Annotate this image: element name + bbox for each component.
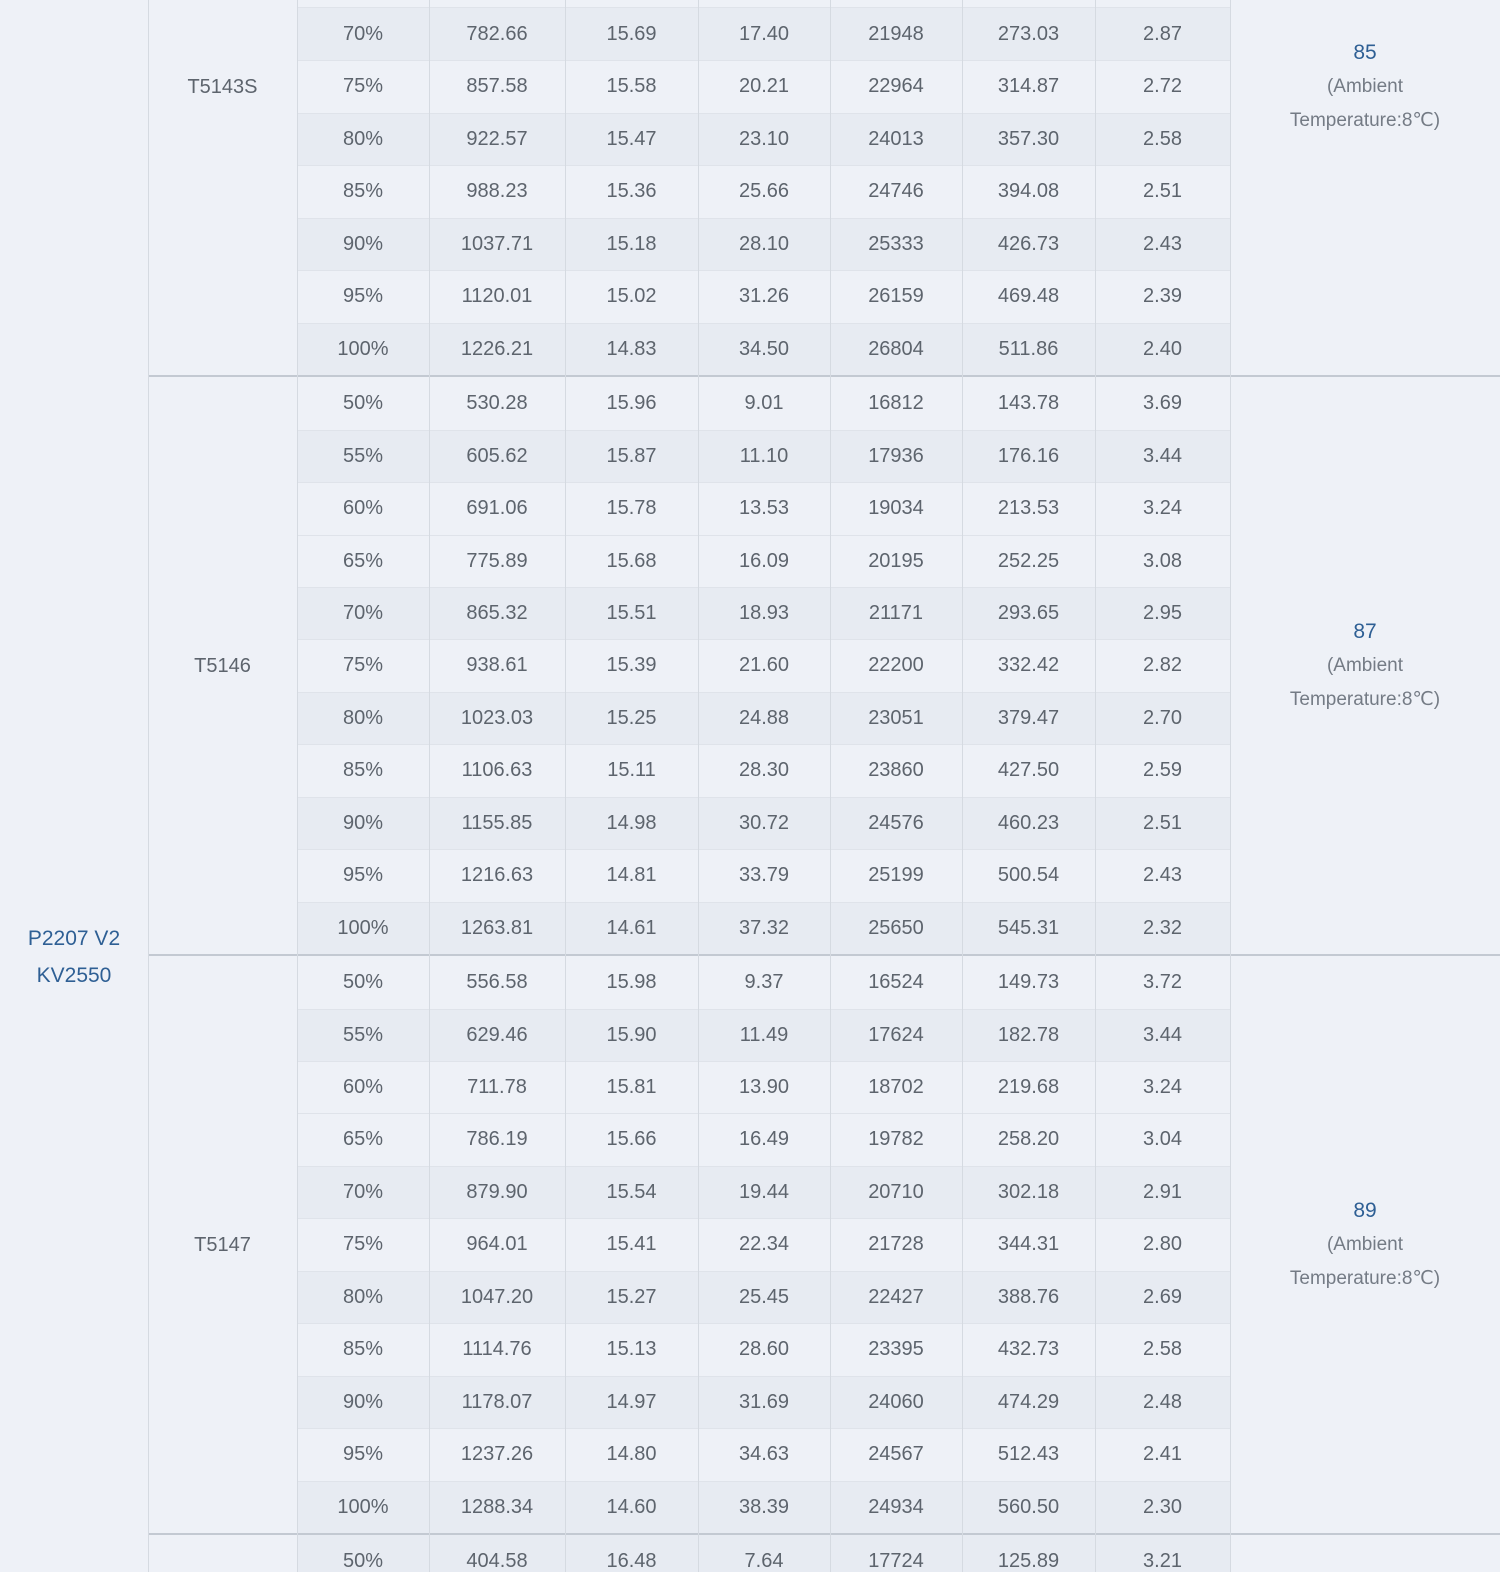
divider <box>565 0 566 1572</box>
cell: 252.25 <box>997 549 1060 572</box>
cell: 500.54 <box>997 864 1060 887</box>
cell: 85% <box>342 759 384 782</box>
cell: 55% <box>342 1023 384 1046</box>
cell: 711.78 <box>467 1076 527 1098</box>
cell: 2.43 <box>1143 232 1182 255</box>
cell: 2.40 <box>1143 337 1182 360</box>
cell: 3.21 <box>1143 1550 1182 1572</box>
cell: 2.43 <box>1143 864 1182 887</box>
cell: 24060 <box>868 1390 924 1413</box>
cell: 28.30 <box>738 759 790 782</box>
motor-label <box>0 920 148 994</box>
divider <box>1095 0 1096 1572</box>
cell: 90% <box>342 811 384 834</box>
cell: 25333 <box>868 232 924 255</box>
cell: 21728 <box>868 1233 924 1256</box>
cell: 273.03 <box>997 23 1060 45</box>
temperature-note-line1: (Ambient <box>1326 75 1404 97</box>
cell: 100% <box>337 916 389 939</box>
cell: 782.66 <box>466 23 528 45</box>
cell: 213.53 <box>997 497 1060 520</box>
temperature-note-line2: Temperature:8℃) <box>1289 109 1441 131</box>
cell: 474.29 <box>997 1390 1060 1413</box>
cell: 23.10 <box>738 127 790 150</box>
cell: 3.44 <box>1143 444 1182 467</box>
cell: 2.72 <box>1143 75 1182 98</box>
cell: 2.69 <box>1143 1285 1182 1308</box>
cell: 31.69 <box>738 1390 790 1413</box>
cell: 19034 <box>868 497 924 520</box>
cell: 9.37 <box>744 971 784 994</box>
temperature-value: 85 <box>1353 40 1377 64</box>
cell: 70% <box>342 23 384 45</box>
cell: 65% <box>342 549 384 572</box>
cell: 80% <box>342 127 384 150</box>
cell: 2.51 <box>1143 811 1182 834</box>
cell: 2.87 <box>1143 23 1182 45</box>
cell: 13.53 <box>738 497 790 520</box>
cell: 302.18 <box>997 1180 1060 1203</box>
cell: 70% <box>342 1180 384 1203</box>
cell: 922.57 <box>466 127 528 150</box>
cell: 1155.85 <box>461 811 533 834</box>
cell: 143.78 <box>997 392 1060 415</box>
cell: 556.58 <box>466 971 528 994</box>
temperature-cell <box>1230 1194 1500 1296</box>
cell: 1263.81 <box>460 916 534 939</box>
cell: 20195 <box>868 549 924 572</box>
cell: 17.40 <box>738 23 790 45</box>
cell: 25.45 <box>738 1285 790 1308</box>
cell: 3.44 <box>1143 1023 1182 1046</box>
divider <box>297 0 298 1572</box>
cell: 22964 <box>868 75 924 98</box>
cell: 21.60 <box>738 654 790 677</box>
cell: 90% <box>342 232 384 255</box>
cell: 1047.20 <box>460 1285 534 1308</box>
cell: 964.01 <box>466 1233 528 1256</box>
cell: 7.64 <box>744 1550 784 1572</box>
cell: 11.10 <box>739 444 789 467</box>
cell: 2.32 <box>1143 916 1182 939</box>
cell: 2.91 <box>1143 1180 1182 1203</box>
cell: 95% <box>342 285 384 308</box>
cell: 16524 <box>868 971 924 994</box>
cell: 11.49 <box>739 1023 789 1046</box>
cell: 24013 <box>868 127 924 150</box>
cell: 3.69 <box>1143 392 1182 415</box>
cell: 14.80 <box>606 1443 657 1466</box>
cell: 80% <box>342 706 384 729</box>
cell: 15.18 <box>606 232 657 255</box>
cell: 2.58 <box>1143 127 1182 150</box>
cell: 15.69 <box>606 23 657 45</box>
cell: 14.97 <box>606 1390 657 1413</box>
cell: 938.61 <box>466 654 528 677</box>
cell: 19.44 <box>738 1180 790 1203</box>
cell: 15.36 <box>606 180 657 203</box>
cell: 1106.63 <box>461 759 533 782</box>
motor-label-line2: KV2550 <box>36 964 112 987</box>
cell: 512.43 <box>997 1443 1060 1466</box>
cell: 1037.71 <box>460 232 534 255</box>
cell: 15.02 <box>606 285 657 308</box>
cell: 394.08 <box>997 180 1060 203</box>
cell: 95% <box>342 864 384 887</box>
cell: 545.31 <box>997 916 1060 939</box>
cell: 31.26 <box>738 285 790 308</box>
cell: 19782 <box>868 1128 924 1151</box>
cell: 85% <box>342 1338 384 1361</box>
cell: 786.19 <box>466 1128 528 1151</box>
cell: 15.25 <box>606 706 657 729</box>
cell: 16.48 <box>606 1550 657 1572</box>
cell: 30.72 <box>738 811 790 834</box>
cell: 100% <box>337 337 389 360</box>
cell: 691.06 <box>466 497 528 520</box>
cell: 460.23 <box>997 811 1060 834</box>
cell: 1237.26 <box>460 1443 534 1466</box>
cell: 16.09 <box>738 549 790 572</box>
cell: 15.81 <box>606 1076 657 1098</box>
temperature-note-line1: (Ambient <box>1326 654 1404 676</box>
cell: 629.46 <box>466 1023 528 1046</box>
cell: 865.32 <box>466 601 528 624</box>
cell: 34.50 <box>738 337 790 360</box>
cell: 17724 <box>868 1550 924 1572</box>
cell: 24576 <box>868 811 924 834</box>
cell: 2.95 <box>1143 601 1182 624</box>
cell: 2.41 <box>1143 1443 1182 1466</box>
cell: 857.58 <box>466 75 528 98</box>
cell: 14.61 <box>606 916 657 939</box>
propeller-label: T5146 <box>194 654 251 677</box>
cell: 357.30 <box>997 127 1060 150</box>
cell: 60% <box>342 497 384 520</box>
cell: 125.89 <box>997 1550 1060 1572</box>
cell: 23051 <box>868 706 924 729</box>
cell: 65% <box>342 1128 384 1151</box>
cell: 21948 <box>868 23 924 45</box>
cell: 332.42 <box>997 654 1060 677</box>
temperature-value: 89 <box>1353 1198 1377 1222</box>
cell: 427.50 <box>997 759 1060 782</box>
cell: 1226.21 <box>460 337 534 360</box>
cell: 388.76 <box>997 1285 1060 1308</box>
cell: 17936 <box>868 444 924 467</box>
cell: 182.78 <box>997 1023 1060 1046</box>
cell: 15.68 <box>606 549 657 572</box>
cell: 25.66 <box>738 180 790 203</box>
cell: 2.30 <box>1143 1495 1182 1518</box>
cell: 24567 <box>868 1443 924 1466</box>
cell: 22427 <box>868 1285 924 1308</box>
cell: 14.98 <box>606 811 657 834</box>
cell: 24934 <box>868 1495 924 1518</box>
cell: 15.54 <box>606 1180 657 1203</box>
cell: 95% <box>342 1443 384 1466</box>
cell: 511.86 <box>998 337 1059 360</box>
cell: 70% <box>342 601 384 624</box>
cell: 15.58 <box>606 75 657 98</box>
cell: 13.90 <box>738 1076 790 1098</box>
cell: 1178.07 <box>461 1390 533 1413</box>
temperature-note-line1: (Ambient <box>1326 1233 1404 1255</box>
cell: 75% <box>342 1233 384 1256</box>
cell: 80% <box>342 1285 384 1308</box>
cell: 60% <box>342 1076 384 1098</box>
cell: 15.90 <box>606 1023 657 1046</box>
cell: 219.68 <box>997 1076 1060 1098</box>
cell: 344.31 <box>997 1233 1060 1256</box>
cell: 988.23 <box>466 180 528 203</box>
cell: 560.50 <box>997 1495 1060 1518</box>
propeller-label: T5143S <box>187 75 258 98</box>
cell: 23860 <box>868 759 924 782</box>
temperature-cell <box>1230 36 1500 138</box>
cell: 15.96 <box>606 392 657 415</box>
motor-label-line1: P2207 V2 <box>27 927 121 950</box>
cell: 879.90 <box>466 1180 528 1203</box>
cell: 404.58 <box>466 1550 528 1572</box>
cell: 2.82 <box>1143 654 1182 677</box>
propeller-label: T5147 <box>194 1233 251 1256</box>
divider <box>429 0 430 1572</box>
cell: 432.73 <box>997 1338 1060 1361</box>
cell: 176.16 <box>997 444 1060 467</box>
cell: 605.62 <box>466 444 528 467</box>
cell: 1216.63 <box>460 864 534 887</box>
cell: 37.32 <box>738 916 790 939</box>
cell: 15.11 <box>607 759 656 782</box>
cell: 26804 <box>868 337 924 360</box>
cell: 28.10 <box>738 232 790 255</box>
cell: 2.39 <box>1143 285 1182 308</box>
cell: 25650 <box>868 916 924 939</box>
cell: 1120.01 <box>461 285 533 308</box>
cell: 16.49 <box>738 1128 790 1151</box>
cell: 15.78 <box>606 497 657 520</box>
cell: 469.48 <box>997 285 1060 308</box>
cell: 2.70 <box>1143 706 1182 729</box>
cell: 75% <box>342 654 384 677</box>
temperature-note-line2: Temperature:8℃) <box>1289 688 1441 710</box>
cell: 33.79 <box>738 864 790 887</box>
cell: 15.41 <box>606 1233 657 1256</box>
cell: 85% <box>342 180 384 203</box>
cell: 293.65 <box>997 601 1060 624</box>
cell: 18702 <box>868 1076 924 1098</box>
cell: 3.04 <box>1143 1128 1182 1151</box>
cell: 26159 <box>868 285 924 308</box>
cell: 3.24 <box>1143 1076 1182 1098</box>
cell: 426.73 <box>997 232 1060 255</box>
cell: 2.80 <box>1143 1233 1182 1256</box>
cell: 18.93 <box>738 601 790 624</box>
cell: 3.24 <box>1143 497 1182 520</box>
cell: 15.51 <box>606 601 657 624</box>
cell: 1288.34 <box>460 1495 534 1518</box>
cell: 2.51 <box>1143 180 1182 203</box>
cell: 34.63 <box>738 1443 790 1466</box>
temperature-cell <box>1230 615 1500 717</box>
cell: 16812 <box>868 392 924 415</box>
cell: 50% <box>342 1550 384 1572</box>
cell: 24746 <box>868 180 924 203</box>
cell: 14.83 <box>606 337 657 360</box>
cell: 17624 <box>868 1023 924 1046</box>
cell: 15.87 <box>606 444 657 467</box>
cell: 22200 <box>868 654 924 677</box>
cell: 15.66 <box>606 1128 657 1151</box>
cell: 25199 <box>868 864 924 887</box>
cell: 100% <box>337 1495 389 1518</box>
divider <box>1230 0 1231 1572</box>
divider <box>698 0 699 1572</box>
cell: 15.98 <box>606 971 657 994</box>
cell: 15.13 <box>606 1338 657 1361</box>
cell: 3.08 <box>1143 549 1182 572</box>
cell: 14.81 <box>606 864 657 887</box>
cell: 15.39 <box>606 654 657 677</box>
cell: 24.88 <box>738 706 790 729</box>
cell: 9.01 <box>744 392 784 415</box>
cell: 314.87 <box>997 75 1060 98</box>
cell: 21171 <box>868 601 924 624</box>
cell: 379.47 <box>997 706 1060 729</box>
cell: 15.27 <box>606 1285 657 1308</box>
cell: 1114.76 <box>462 1338 532 1361</box>
cell: 14.60 <box>606 1495 657 1518</box>
temperature-note-line2: Temperature:8℃) <box>1289 1267 1441 1289</box>
cell: 530.28 <box>466 392 528 415</box>
cell: 2.48 <box>1143 1390 1182 1413</box>
divider <box>148 0 149 1572</box>
cell: 50% <box>342 971 384 994</box>
cell: 55% <box>342 444 384 467</box>
cell: 258.20 <box>997 1128 1060 1151</box>
divider <box>830 0 831 1572</box>
cell: 38.39 <box>738 1495 790 1518</box>
cell: 20.21 <box>738 75 790 98</box>
cell: 28.60 <box>738 1338 790 1361</box>
cell: 50% <box>342 392 384 415</box>
cell: 90% <box>342 1390 384 1413</box>
cell: 2.58 <box>1143 1338 1182 1361</box>
divider <box>962 0 963 1572</box>
cell: 22.34 <box>738 1233 790 1256</box>
cell: 775.89 <box>466 549 528 572</box>
cell: 75% <box>342 75 384 98</box>
cell: 23395 <box>868 1338 924 1361</box>
cell: 149.73 <box>997 971 1060 994</box>
temperature-value: 87 <box>1353 619 1377 643</box>
cell: 1023.03 <box>460 706 534 729</box>
cell: 3.72 <box>1143 971 1182 994</box>
cell: 15.47 <box>606 127 657 150</box>
cell: 20710 <box>868 1180 924 1203</box>
cell: 2.59 <box>1143 759 1182 782</box>
